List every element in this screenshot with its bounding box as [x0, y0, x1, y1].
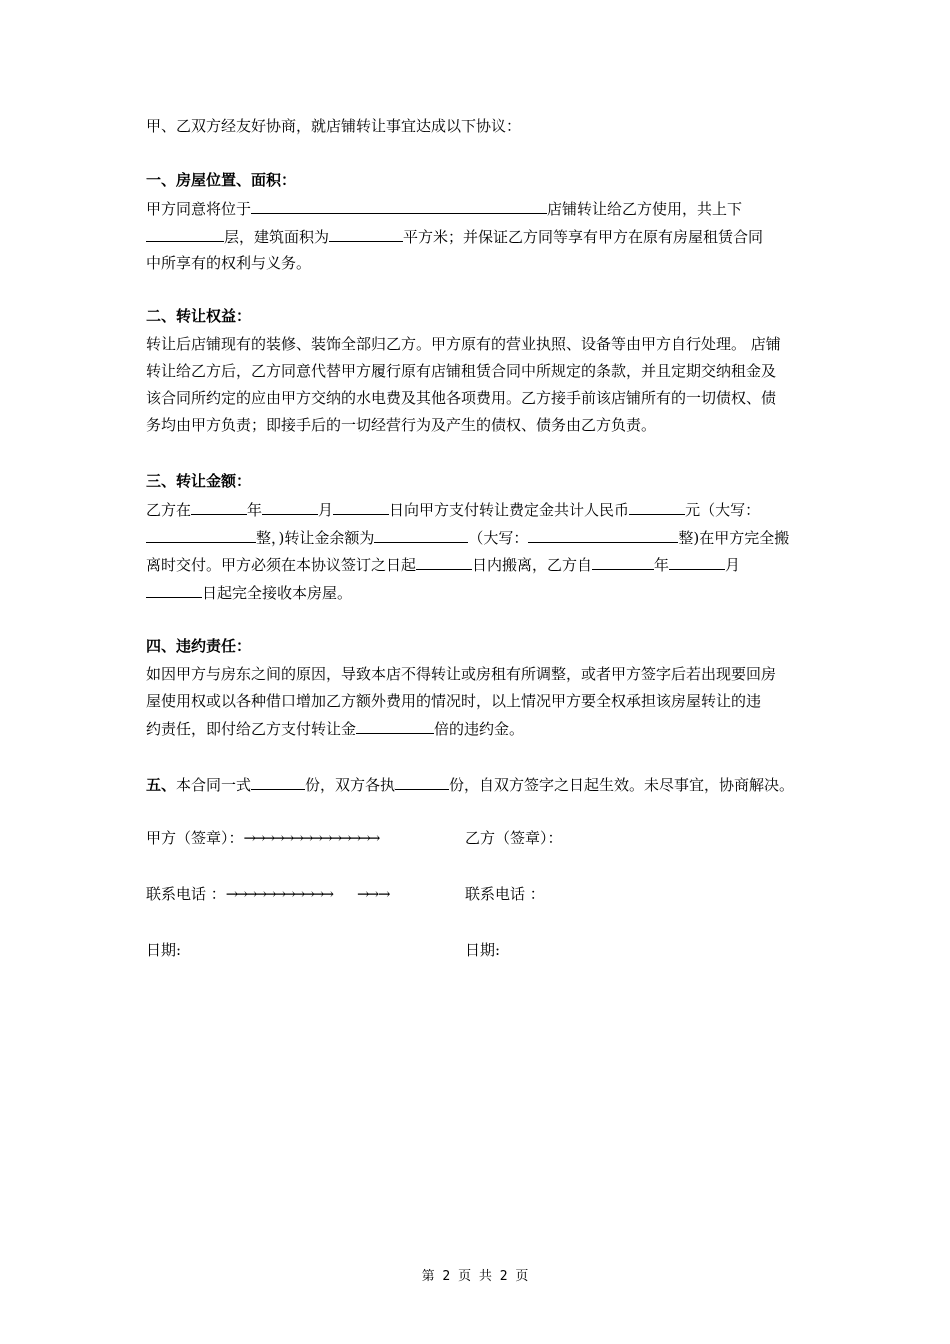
s3-text: 年 [247, 501, 263, 519]
area-blank [329, 226, 403, 242]
party-b-contact-label: 联系电话 ： [465, 885, 545, 903]
s3-text: 整，)转让金余额为 [256, 529, 375, 547]
section-4-line-1: 如因甲方与房东之间的原因，导致本店不得转让或房租有所调整，或者甲方签字后若出现要回房 [146, 665, 777, 683]
s3-text: 日起完全接收本房屋。 [202, 584, 353, 602]
s3-text: 日内搬离，乙方自 [472, 556, 593, 574]
penalty-multiple-blank [356, 718, 434, 734]
day-blank [333, 499, 389, 515]
s5-text: 份，双方各执 [305, 776, 396, 794]
s3-text: 日向甲方支付转让费定金共计人民币 [389, 501, 630, 519]
section-3-line-2 [146, 527, 789, 549]
section-4-line-2: 屋使用权或以各种借口增加乙方额外费用的情况时，以上情况甲方要全权承担该房屋转让的违 [146, 692, 762, 710]
s4-text: 约责任，即付给乙方支付转让金 [146, 720, 357, 738]
s3-text: 乙方在 [146, 501, 192, 519]
balance-blank [374, 527, 468, 543]
party-a-signature [146, 828, 377, 850]
tab-arrows-icon: →→ → [357, 885, 388, 903]
deposit-blank [629, 499, 685, 515]
section-3-heading: 三、转让金额： [146, 472, 252, 490]
takeover-month-blank [669, 554, 725, 570]
takeover-year-blank [592, 554, 654, 570]
floors-blank [146, 226, 224, 242]
section-5-line [146, 774, 794, 796]
tab-arrows-icon: →→→→→→→→→→→ [225, 885, 332, 903]
s5-text: 份，自双方签字之日起生效。未尽事宜，协商解决。 [449, 776, 795, 794]
copies-blank [251, 774, 305, 790]
deposit-words-blank [146, 527, 256, 543]
section-4-line-3 [146, 718, 524, 740]
s3-text: （大写： [468, 529, 529, 547]
s4-text: 倍的违约金。 [434, 720, 525, 738]
section-3-line-1 [146, 499, 760, 521]
section-1-line-1 [146, 198, 742, 220]
balance-words-blank [528, 527, 678, 543]
party-a-signature-label: 甲方（签章）： [146, 829, 244, 847]
s1-text: 甲方同意将位于 [146, 200, 252, 218]
takeover-day-blank [146, 582, 202, 598]
party-a-date-label: 日期: [146, 941, 182, 959]
section-2-line-1: 转让后店铺现有的装修、装饰全部归乙方。甲方原有的营业执照、设备等由甲方自行处理。 店铺 [146, 335, 781, 353]
section-2-line-2: 转让给乙方后，乙方同意代替甲方履行原有店铺租赁合同中所规定的条款，并且定期交纳租金及 [146, 362, 777, 380]
party-a-contact [146, 884, 388, 906]
s1-text: 层，建筑面积为 [224, 228, 330, 246]
section-4-heading: 四、违约责任： [146, 637, 252, 655]
party-b-signature-label: 乙方（签章）： [465, 829, 563, 847]
party-a-contact-label: 联系电话 ： [146, 885, 226, 903]
page-footer: 第 2 页 共 2 页 [421, 1269, 529, 1284]
s1-text: 店铺转让给乙方使用，共上下 [547, 200, 743, 218]
days-blank [416, 554, 472, 570]
party-b-date-label: 日期: [465, 941, 501, 959]
section-2-line-3: 该合同所约定的应由甲方交纳的水电费及其他各项费用。乙方接手前该店铺所有的一切债权、债 [146, 389, 777, 407]
month-blank [262, 499, 318, 515]
s3-text: 月 [318, 501, 334, 519]
s3-text: 元（大写： [685, 501, 761, 519]
year-blank [191, 499, 247, 515]
s5-text: 本合同一式 [176, 776, 252, 794]
copies-each-blank [395, 774, 449, 790]
tab-arrows-icon: →→→→→→→→→→→→→→ [243, 829, 378, 847]
location-blank [251, 198, 547, 214]
section-5-number: 五、 [146, 776, 177, 794]
section-1-line-2 [146, 226, 763, 248]
s3-text: 离时交付。甲方必须在本协议签订之日起 [146, 556, 417, 574]
section-2-line-4: 务均由甲方负责；即接手后的一切经营行为及产生的债权、债务由乙方负责。 [146, 416, 657, 434]
section-2-heading: 二、转让权益： [146, 307, 252, 325]
section-3-line-3 [146, 554, 740, 576]
s1-text: 平方米；并保证乙方同等享有甲方在原有房屋租赁合同 [403, 228, 764, 246]
section-1-heading: 一、房屋位置、面积： [146, 171, 297, 189]
section-3-line-4 [146, 582, 352, 604]
s3-text: 整)在甲方完全搬 [678, 529, 790, 547]
s3-text: 年 [654, 556, 670, 574]
s3-text: 月 [725, 556, 741, 574]
intro-paragraph: 甲、乙双方经友好协商，就店铺转让事宜达成以下协议： [146, 117, 522, 135]
section-1-line-3: 中所享有的权利与义务。 [146, 254, 312, 272]
